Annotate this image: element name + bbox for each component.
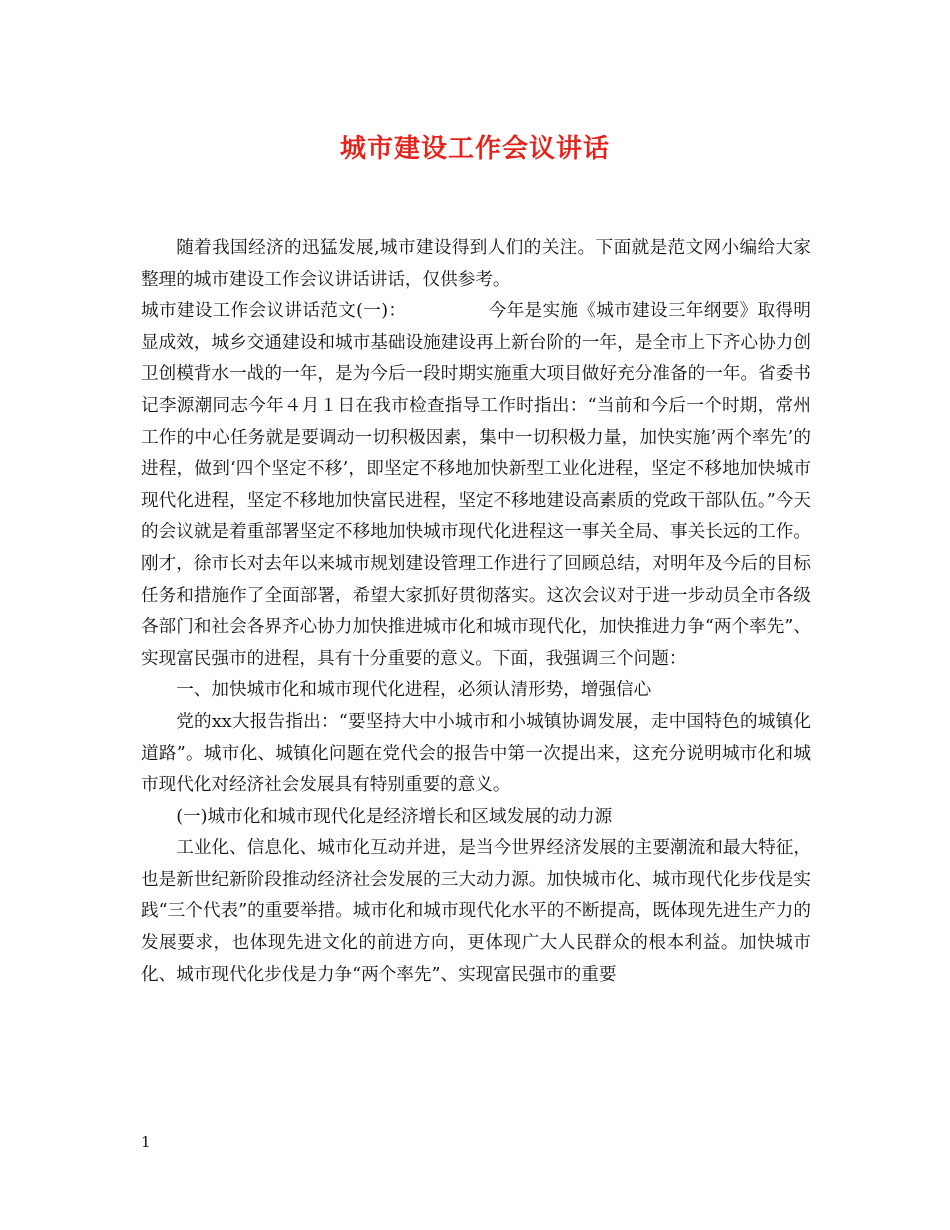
heading-one: 一、加快城市化和城市现代化进程，必须认清形势，增强信心 xyxy=(176,680,652,701)
section-label: 城市建设工作会议讲话范文(一)： xyxy=(141,301,407,322)
section-paragraph xyxy=(141,296,811,675)
paragraph-two: 工业化、信息化、城市化互动并进，是当今世界经济发展的主要潮流和最大特征，也是新世纪新阶段推动经济社会发展的三大动力源。加快城市化、城市现代化步伐是实践“三个代表”的重要举措。城市化和城市现代化水平的不断提高，既体现先进生产力的发展要求，也体现先进文化的前进方向，更体现广大人民群众的根本利益。加快城市化、城市现代化步伐是力争“两个率先”、实现富民强市的重要 xyxy=(141,838,811,985)
document-title: 城市建设工作会议讲话 xyxy=(339,134,610,164)
section-text: 今年是实施《城市建设三年纲要》取得明显成效，城乡交通建设和城市基础设施建设再上新台阶的一年，是全市上下齐心协力创卫创模背水一战的一年，是为今后一段时期实施重大项目做好充分准备的一年。省委书记李源潮同志今年４月１日在我市检查指导工作时指出：“当前和今后一个时期，常州工作的中心任务就是要调动一切积极因素，集中一切积极力量，加快实施’两个率先’的进程，做到‘四个坚定不移’，即坚定不移地加快新型工业化进程，坚定不移地加快城市现代化进程，坚定不移地加快富民进程，坚定不移地建设高素质的党政干部队伍。”今天的会议就是着重部署坚定不移地加快城市现代化进程这一事关全局、事关长远的工作。刚才，徐市长对去年以来城市规划建设管理工作进行了回顾总结，对明年及今后的目标任务和措施作了全面部署，希望大家抓好贯彻落实。这次会议对于进一步动员全市各级各部门和社会各界齐心协力加快推进城市化和城市现代化，加快推进力争“两个率先”、实现富民强市的进程，具有十分重要的意义。下面，我强调三个问题： xyxy=(141,301,811,669)
document-body xyxy=(141,233,811,991)
heading-two: (一)城市化和城市现代化是经济增长和区域发展的动力源 xyxy=(176,806,613,827)
paragraph-one: 党的xx大报告指出：“要坚持大中小城市和小城镇协调发展，走中国特色的城镇化道路”。城市化、城镇化问题在党代会的报告中第一次提出来，这充分说明城市化和城市现代化对经济社会发展具有特别重要的意义。 xyxy=(141,711,811,796)
page-number: 1 xyxy=(141,1133,151,1151)
intro-paragraph: 随着我国经济的迅猛发展,城市建设得到人们的关注。下面就是范文网小编给大家整理的城市建设工作会议讲话讲话，仅供参考。 xyxy=(141,238,811,290)
